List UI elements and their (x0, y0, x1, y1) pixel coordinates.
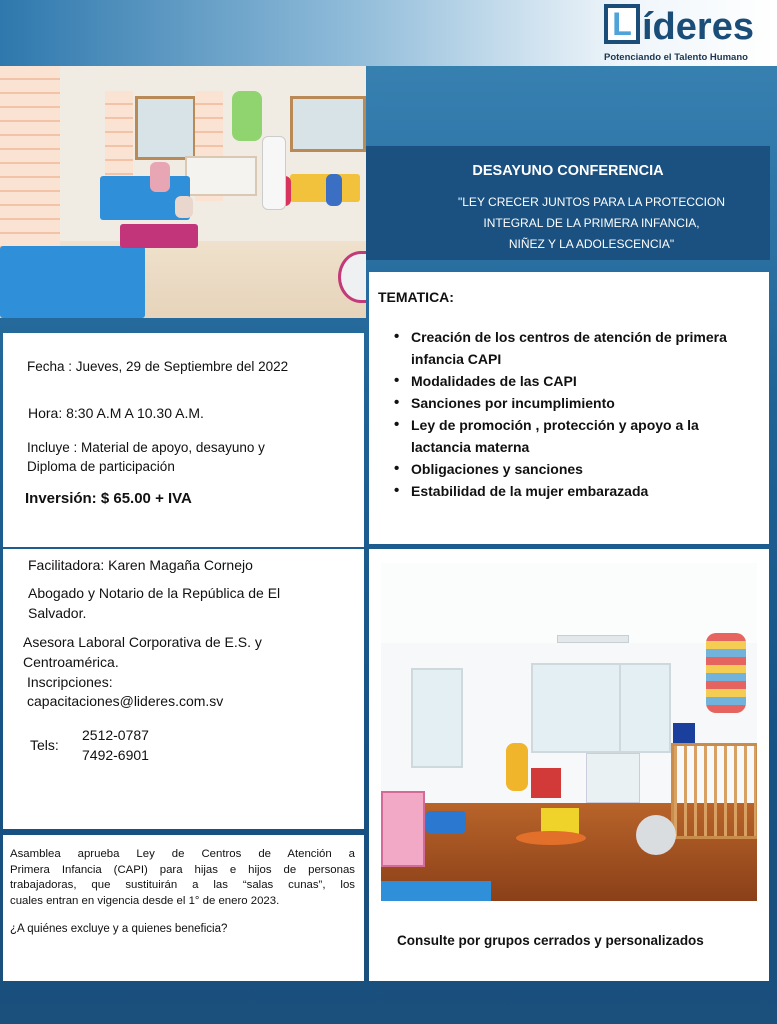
topics-list (389, 326, 727, 502)
news-question: ¿A quiénes excluye y a quienes beneficia? (10, 923, 228, 935)
news-line-1: Asamblea aprueba Ley de Centros de Atención a (10, 848, 355, 860)
logo-wordmark (604, 4, 754, 50)
topic-item: • Obligaciones y sanciones (389, 458, 727, 480)
subtitle-line-2: INTEGRAL DE LA PRIMERA INFANCIA, (483, 216, 700, 230)
signup-email[interactable]: capacitaciones@lideres.com.sv (27, 693, 224, 709)
logo-tagline: Potenciando el Talento Humano (604, 52, 748, 63)
news-line-2: Primera Infancia (CAPI) para hijas e hijos de personas (10, 863, 355, 876)
event-includes-line-1: Incluye : Material de apoyo, desayuno y (27, 440, 265, 455)
phone-number-2[interactable]: 7492-6901 (82, 747, 149, 763)
subtitle-line-3: NIÑEZ Y LA ADOLESCENCIA" (508, 237, 675, 251)
facilitator-role-line-4: Centroamérica. (23, 654, 119, 670)
daycare-photo-bottom (381, 563, 757, 901)
news-line-3: trabajadoras, que sustituirán a las “salas cunas”, los (10, 879, 355, 891)
daycare-photo-top (0, 66, 366, 318)
topics-heading: TEMATICA: (378, 289, 454, 305)
phone-number-1[interactable]: 2512-0787 (82, 727, 149, 743)
topic-item-continuation: infancia CAPI (411, 351, 502, 367)
event-includes-line-2: Diploma de participación (27, 459, 175, 474)
signup-label: Inscripciones: (27, 674, 113, 690)
topic-item: • Modalidades de las CAPI (389, 370, 727, 392)
topic-item: • Creación de los centros de atención de primera (389, 326, 727, 348)
topic-item: • Sanciones por incumplimiento (389, 392, 727, 414)
topic-item: • Estabilidad de la mujer embarazada (389, 480, 727, 502)
facilitator-role-line-3: Asesora Laboral Corporativa de E.S. y (23, 634, 262, 650)
facilitator-name: Facilitadora: Karen Magaña Cornejo (28, 557, 253, 573)
facilitator-role-line-1: Abogado y Notario de la República de El (28, 585, 281, 601)
event-date: Fecha : Jueves, 29 de Septiembre del 2022 (27, 359, 289, 374)
news-line-4: cuales entran en vigencia desde el 1° de enero 2023. (10, 894, 280, 907)
lideres-logo (604, 2, 774, 64)
topic-item: • Ley de promoción , protección y apoyo a la (389, 414, 727, 436)
subtitle-line-1: "LEY CRECER JUNTOS PARA LA PROTECCION (458, 195, 725, 209)
phone-label: Tels: (30, 737, 59, 753)
facilitator-role-line-2: Salvador. (28, 605, 87, 621)
cta-text: Consulte por grupos cerrados y personalizados (397, 933, 704, 948)
event-title: DESAYUNO CONFERENCIA (472, 163, 664, 179)
logo-letter-l: L (604, 4, 640, 44)
news-paragraph (10, 847, 355, 909)
logo-word-rest: íderes (642, 6, 754, 48)
topic-item-continuation: lactancia materna (411, 439, 530, 455)
event-subtitle (458, 192, 725, 255)
event-time: Hora: 8:30 A.M A 10.30 A.M. (28, 405, 204, 421)
event-title-box (366, 146, 770, 260)
event-price: Inversión: $ 65.00 + IVA (25, 490, 192, 507)
